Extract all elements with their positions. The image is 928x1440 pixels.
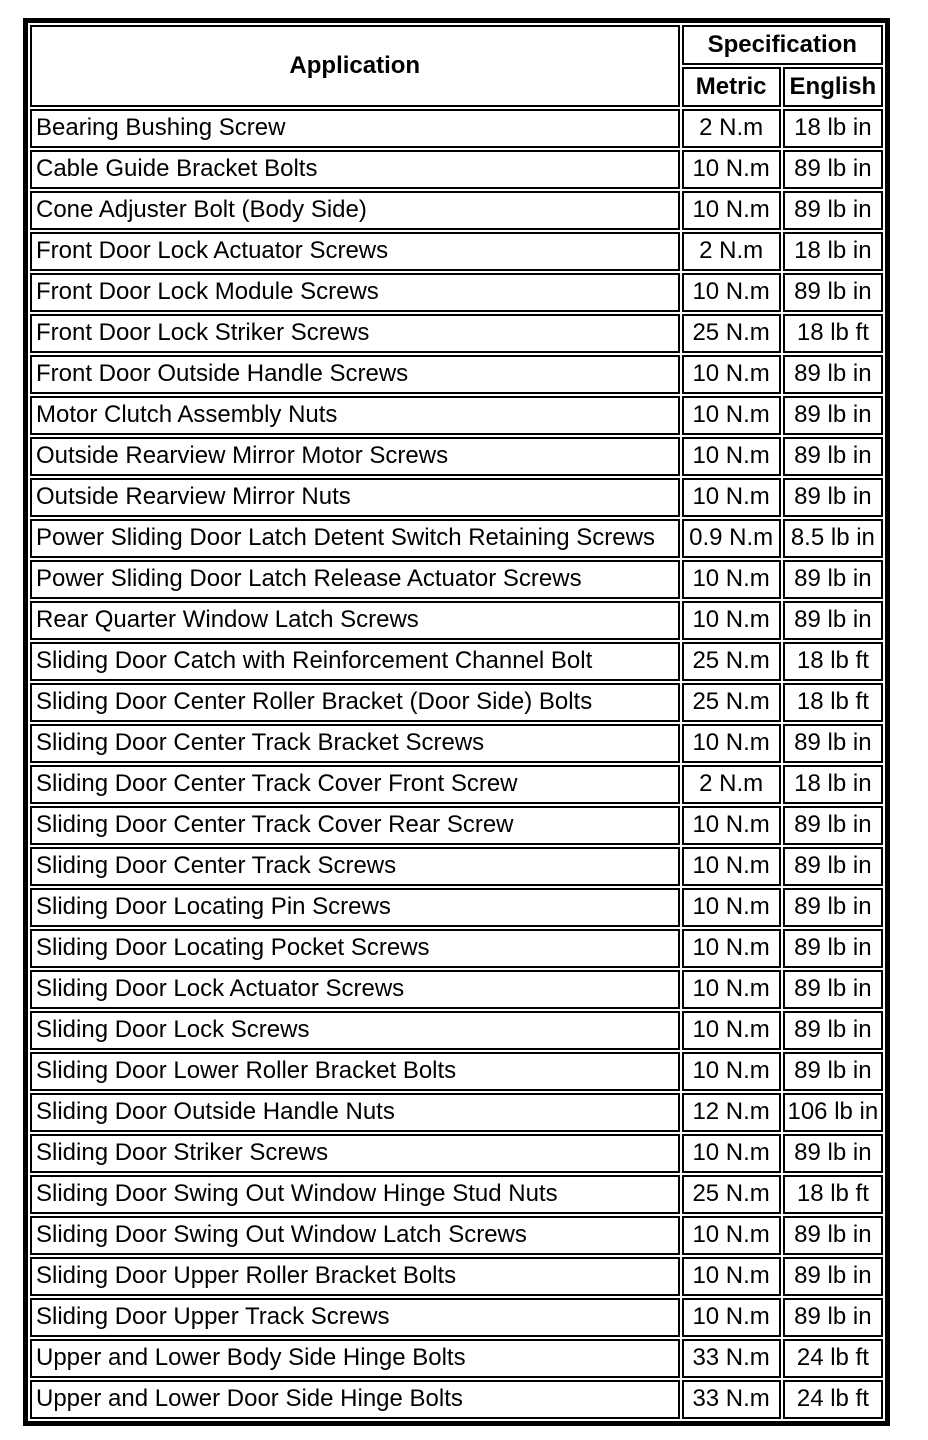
table-row: [30, 109, 883, 148]
application-cell: Cone Adjuster Bolt (Body Side): [30, 191, 680, 230]
column-header-specification: Specification: [682, 25, 883, 65]
application-cell: Front Door Lock Module Screws: [30, 273, 680, 312]
table-row: [30, 683, 883, 722]
metric-value-cell: 10 N.m: [682, 1257, 781, 1296]
metric-value-cell: 10 N.m: [682, 355, 781, 394]
table-row: [30, 355, 883, 394]
english-value-cell: 106 lb in: [783, 1093, 883, 1132]
english-value-cell: 24 lb ft: [783, 1380, 883, 1419]
metric-value-cell: 10 N.m: [682, 888, 781, 927]
table-row: [30, 1339, 883, 1378]
metric-value-cell: 10 N.m: [682, 478, 781, 517]
metric-value-cell: 10 N.m: [682, 847, 781, 886]
english-value-cell: 18 lb ft: [783, 1175, 883, 1214]
english-value-cell: 89 lb in: [783, 806, 883, 845]
metric-value-cell: 10 N.m: [682, 929, 781, 968]
table-row: [30, 1257, 883, 1296]
english-value-cell: 8.5 lb in: [783, 519, 883, 558]
metric-value-cell: 2 N.m: [682, 765, 781, 804]
application-cell: Sliding Door Outside Handle Nuts: [30, 1093, 680, 1132]
table-row: [30, 1380, 883, 1419]
column-header-metric: Metric: [682, 67, 781, 107]
table-row: [30, 232, 883, 271]
metric-value-cell: 10 N.m: [682, 437, 781, 476]
english-value-cell: 89 lb in: [783, 1257, 883, 1296]
application-cell: Front Door Outside Handle Screws: [30, 355, 680, 394]
application-cell: Sliding Door Swing Out Window Latch Screws: [30, 1216, 680, 1255]
english-value-cell: 18 lb ft: [783, 642, 883, 681]
metric-value-cell: 25 N.m: [682, 314, 781, 353]
table-row: [30, 765, 883, 804]
english-value-cell: 24 lb ft: [783, 1339, 883, 1378]
english-value-cell: 18 lb ft: [783, 314, 883, 353]
table-row: [30, 1216, 883, 1255]
table-row: [30, 273, 883, 312]
application-cell: Bearing Bushing Screw: [30, 109, 680, 148]
application-cell: Sliding Door Lower Roller Bracket Bolts: [30, 1052, 680, 1091]
english-value-cell: 89 lb in: [783, 929, 883, 968]
application-cell: Rear Quarter Window Latch Screws: [30, 601, 680, 640]
table-row: [30, 191, 883, 230]
metric-value-cell: 10 N.m: [682, 1011, 781, 1050]
english-value-cell: 89 lb in: [783, 1134, 883, 1173]
metric-value-cell: 10 N.m: [682, 724, 781, 763]
english-value-cell: 18 lb in: [783, 765, 883, 804]
english-value-cell: 89 lb in: [783, 1052, 883, 1091]
table-header: [30, 25, 883, 107]
metric-value-cell: 10 N.m: [682, 150, 781, 189]
table-row: [30, 724, 883, 763]
application-cell: Outside Rearview Mirror Motor Screws: [30, 437, 680, 476]
metric-value-cell: 10 N.m: [682, 1216, 781, 1255]
metric-value-cell: 12 N.m: [682, 1093, 781, 1132]
table-row: [30, 1052, 883, 1091]
english-value-cell: 89 lb in: [783, 560, 883, 599]
table-row: [30, 1093, 883, 1132]
application-cell: Sliding Door Locating Pin Screws: [30, 888, 680, 927]
metric-value-cell: 25 N.m: [682, 1175, 781, 1214]
english-value-cell: 89 lb in: [783, 724, 883, 763]
english-value-cell: 89 lb in: [783, 191, 883, 230]
application-cell: Front Door Lock Actuator Screws: [30, 232, 680, 271]
application-cell: Front Door Lock Striker Screws: [30, 314, 680, 353]
application-cell: Power Sliding Door Latch Release Actuator Screws: [30, 560, 680, 599]
table-row: [30, 478, 883, 517]
english-value-cell: 89 lb in: [783, 888, 883, 927]
application-cell: Sliding Door Upper Roller Bracket Bolts: [30, 1257, 680, 1296]
english-value-cell: 89 lb in: [783, 601, 883, 640]
metric-value-cell: 10 N.m: [682, 601, 781, 640]
metric-value-cell: 2 N.m: [682, 109, 781, 148]
application-cell: Sliding Door Striker Screws: [30, 1134, 680, 1173]
application-cell: Sliding Door Lock Actuator Screws: [30, 970, 680, 1009]
table-row: [30, 437, 883, 476]
application-cell: Sliding Door Center Roller Bracket (Door Side) Bolts: [30, 683, 680, 722]
english-value-cell: 18 lb in: [783, 109, 883, 148]
english-value-cell: 89 lb in: [783, 1298, 883, 1337]
table-row: [30, 929, 883, 968]
application-cell: Sliding Door Center Track Screws: [30, 847, 680, 886]
fastener-torque-spec-table: [23, 18, 890, 1426]
english-value-cell: 89 lb in: [783, 355, 883, 394]
english-value-cell: 89 lb in: [783, 1011, 883, 1050]
application-cell: Motor Clutch Assembly Nuts: [30, 396, 680, 435]
english-value-cell: 89 lb in: [783, 273, 883, 312]
metric-value-cell: 10 N.m: [682, 1052, 781, 1091]
metric-value-cell: 10 N.m: [682, 191, 781, 230]
metric-value-cell: 0.9 N.m: [682, 519, 781, 558]
application-cell: Sliding Door Catch with Reinforcement Channel Bolt: [30, 642, 680, 681]
application-cell: Sliding Door Center Track Cover Front Screw: [30, 765, 680, 804]
english-value-cell: 89 lb in: [783, 396, 883, 435]
table-row: [30, 888, 883, 927]
table-row: [30, 396, 883, 435]
metric-value-cell: 10 N.m: [682, 560, 781, 599]
application-cell: Cable Guide Bracket Bolts: [30, 150, 680, 189]
application-cell: Sliding Door Swing Out Window Hinge Stud Nuts: [30, 1175, 680, 1214]
english-value-cell: 89 lb in: [783, 437, 883, 476]
metric-value-cell: 33 N.m: [682, 1339, 781, 1378]
application-cell: Sliding Door Center Track Bracket Screws: [30, 724, 680, 763]
metric-value-cell: 10 N.m: [682, 970, 781, 1009]
table-row: [30, 1011, 883, 1050]
metric-value-cell: 25 N.m: [682, 642, 781, 681]
table-row: [30, 560, 883, 599]
column-header-english: English: [783, 67, 883, 107]
english-value-cell: 89 lb in: [783, 1216, 883, 1255]
metric-value-cell: 10 N.m: [682, 396, 781, 435]
metric-value-cell: 25 N.m: [682, 683, 781, 722]
application-cell: Upper and Lower Body Side Hinge Bolts: [30, 1339, 680, 1378]
table-body: [30, 109, 883, 1419]
english-value-cell: 89 lb in: [783, 478, 883, 517]
table-row: [30, 847, 883, 886]
column-header-application: Application: [30, 25, 680, 107]
table-row: [30, 1175, 883, 1214]
application-cell: Power Sliding Door Latch Detent Switch Retaining Screws: [30, 519, 680, 558]
english-value-cell: 18 lb ft: [783, 683, 883, 722]
application-cell: Sliding Door Lock Screws: [30, 1011, 680, 1050]
english-value-cell: 89 lb in: [783, 847, 883, 886]
table-row: [30, 1134, 883, 1173]
metric-value-cell: 10 N.m: [682, 806, 781, 845]
metric-value-cell: 10 N.m: [682, 1134, 781, 1173]
english-value-cell: 89 lb in: [783, 150, 883, 189]
table-row: [30, 970, 883, 1009]
english-value-cell: 89 lb in: [783, 970, 883, 1009]
application-cell: Sliding Door Upper Track Screws: [30, 1298, 680, 1337]
table-row: [30, 806, 883, 845]
table-row: [30, 519, 883, 558]
metric-value-cell: 2 N.m: [682, 232, 781, 271]
table-row: [30, 1298, 883, 1337]
application-cell: Upper and Lower Door Side Hinge Bolts: [30, 1380, 680, 1419]
metric-value-cell: 10 N.m: [682, 273, 781, 312]
table-row: [30, 150, 883, 189]
metric-value-cell: 10 N.m: [682, 1298, 781, 1337]
english-value-cell: 18 lb in: [783, 232, 883, 271]
table-row: [30, 601, 883, 640]
application-cell: Outside Rearview Mirror Nuts: [30, 478, 680, 517]
metric-value-cell: 33 N.m: [682, 1380, 781, 1419]
table-row: [30, 314, 883, 353]
table-row: [30, 642, 883, 681]
application-cell: Sliding Door Center Track Cover Rear Screw: [30, 806, 680, 845]
application-cell: Sliding Door Locating Pocket Screws: [30, 929, 680, 968]
